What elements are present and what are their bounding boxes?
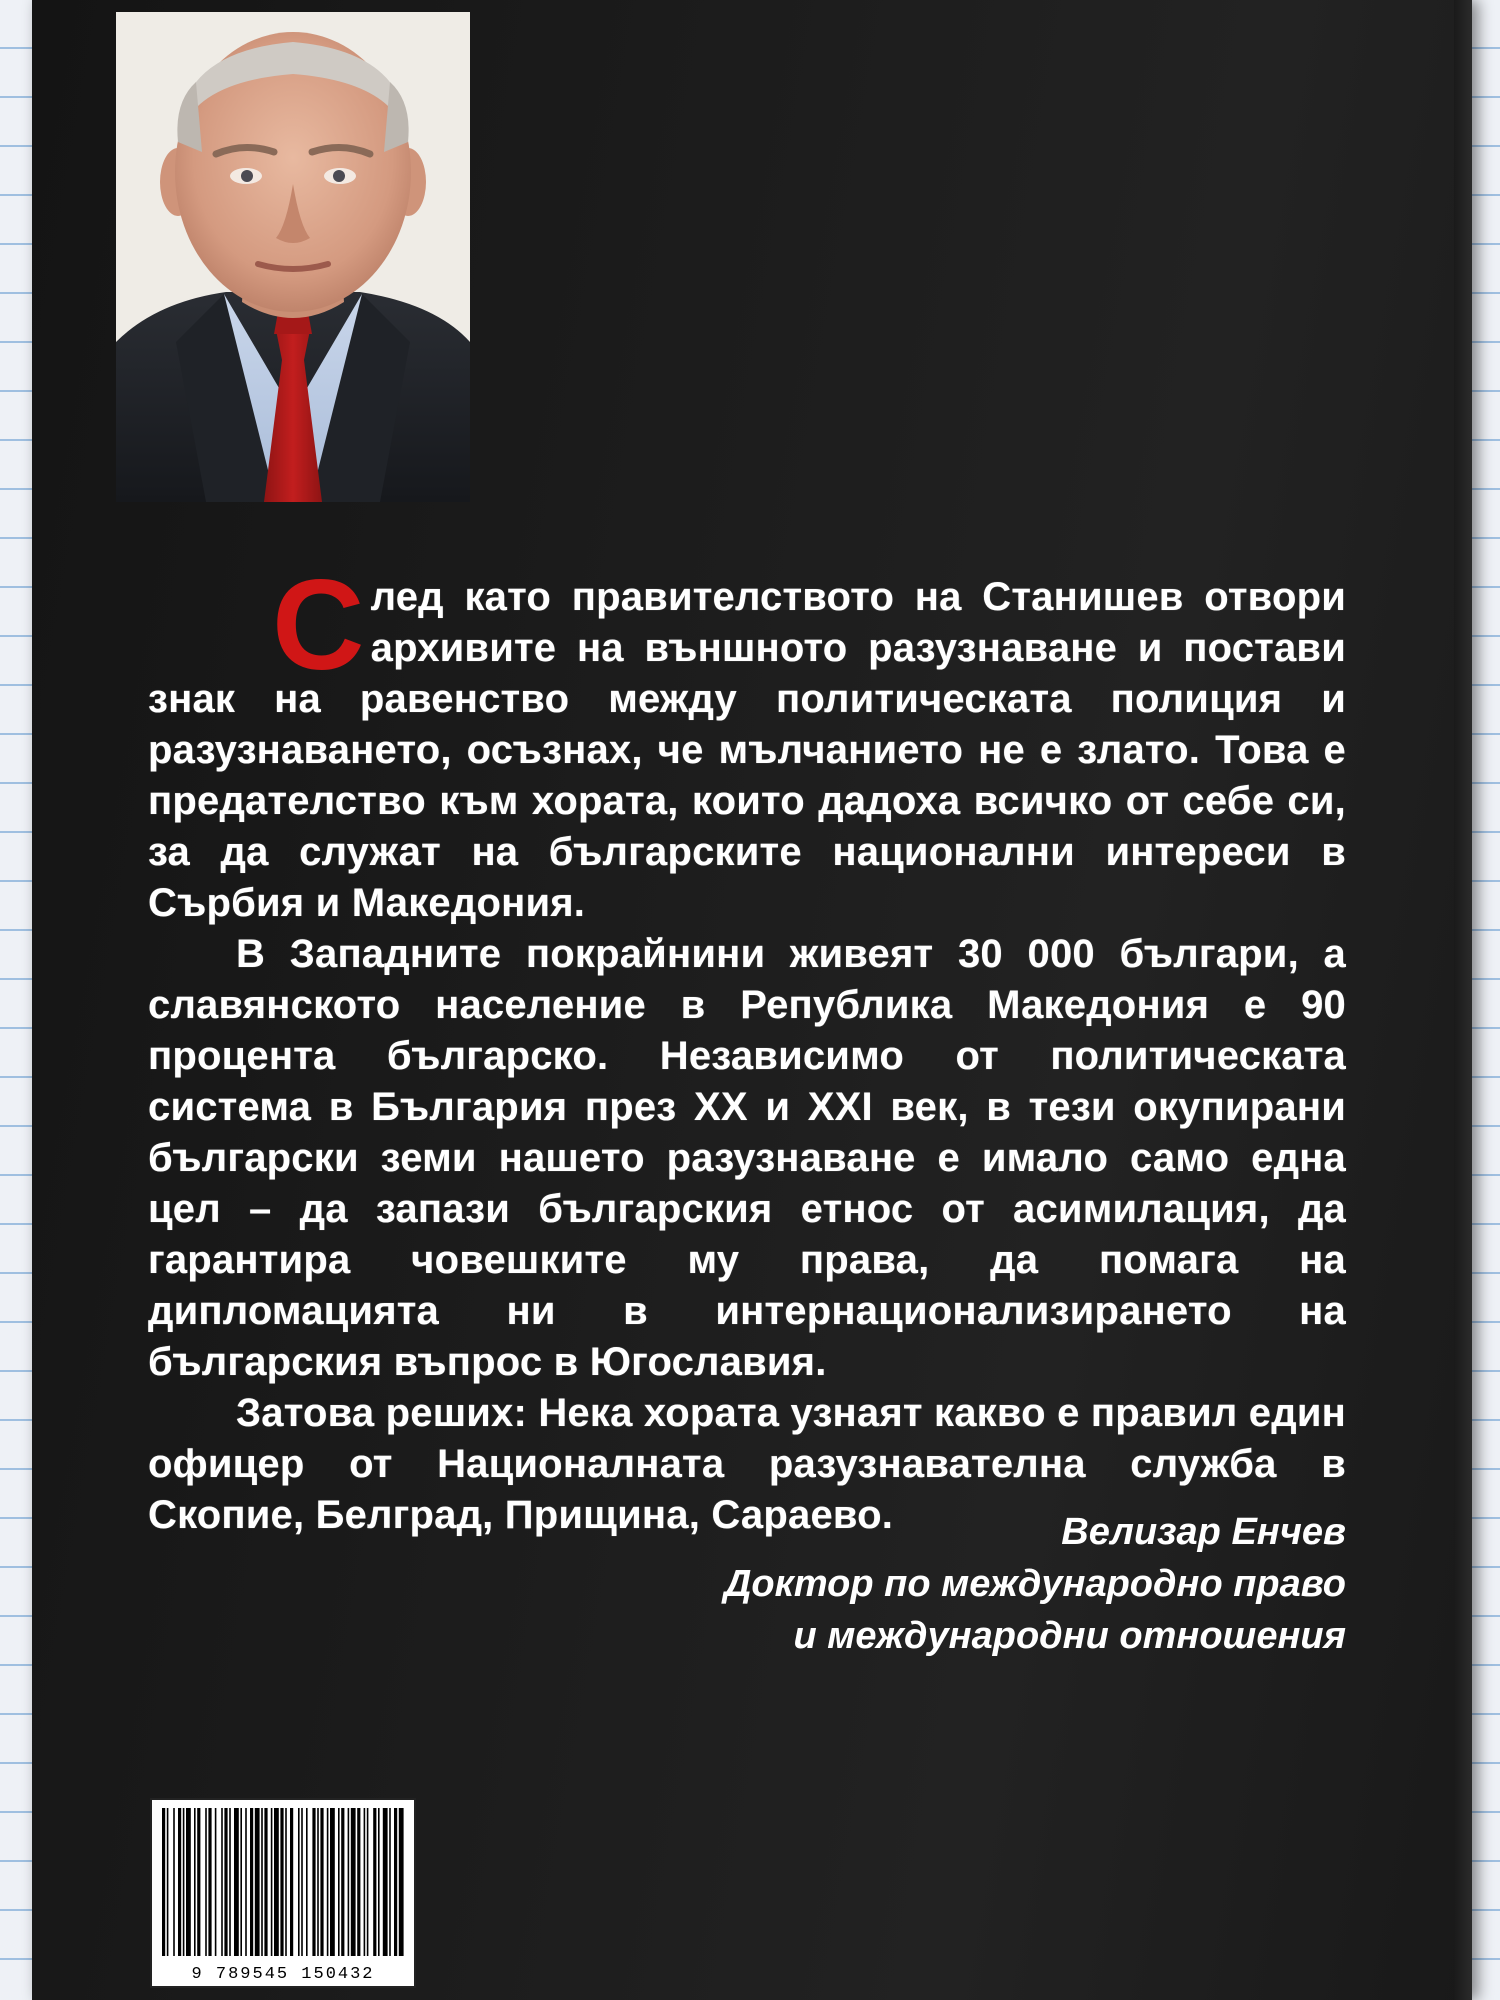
barcode-bar (208, 1808, 211, 1956)
barcode-bar (205, 1808, 207, 1956)
barcode-bar (285, 1808, 287, 1956)
barcode-bar (330, 1808, 335, 1956)
barcode-bar (234, 1808, 239, 1956)
author-title-line-2: и международни отношения (793, 1615, 1346, 1657)
barcode-bar (280, 1808, 283, 1956)
barcode-bar (271, 1808, 273, 1956)
barcode-bar (317, 1808, 319, 1956)
author-portrait (116, 12, 470, 502)
barcode-bar (298, 1808, 300, 1956)
barcode-bar (250, 1808, 253, 1956)
blurb-paragraph-3: Затова реших: Нека хората узнаят какво е правил един офицер от Националната разузнавателна служба в Скопие, Белград, Прищина, Сараево. (148, 1391, 1346, 1537)
barcode-bar (186, 1808, 191, 1956)
barcode-bar (197, 1808, 200, 1956)
cover-blurb (148, 554, 1346, 1541)
barcode-bar (306, 1808, 308, 1956)
blurb-paragraph-1: лед като правителството на Станишев отвори архивите на външното разузнаване и постави знак на равенство между политическата полиция и разузнаването, осъзнах, че мълчанието не е злато. Това е предателство към хората, които дадоха всичко от себе си, за да служат на българските национални интереси в Сърбия и Македония. (148, 575, 1346, 925)
barcode-bar (364, 1808, 366, 1956)
barcode-bar (173, 1808, 175, 1956)
barcode-bar (224, 1808, 227, 1956)
barcode-bar (183, 1808, 185, 1956)
barcode-bar (194, 1808, 196, 1956)
barcode-bar (327, 1808, 329, 1956)
barcode-bar (255, 1808, 260, 1956)
barcode-bar (290, 1808, 293, 1956)
barcode-bar (357, 1808, 360, 1956)
barcode-bar (245, 1808, 247, 1956)
barcode-bars (152, 1800, 414, 1960)
blurb-paragraph-2: В Западните покрайнини живеят 30 000 българи, а славянското население в Република Македония е 90 процента българско. Независимо от политическата система в България през XX и XXI век, в тези окупирани български земи нашето разузнаване е имало само една цел – да запази българския етнос от асимилация, да гарантира човешките му права, да помага на дипломацията ни в интернационализирането на българския въпрос в Югославия. (148, 932, 1346, 1384)
barcode-bar (274, 1808, 279, 1956)
barcode-bar (167, 1808, 169, 1956)
barcode-bar (373, 1808, 376, 1956)
barcode-bar (348, 1808, 350, 1956)
barcode-bar (378, 1808, 380, 1956)
author-photo-icon (116, 12, 470, 502)
barcode-bar (264, 1808, 267, 1956)
barcode-bar (389, 1808, 391, 1956)
barcode-digits: 9 789545 150432 (191, 1965, 375, 1984)
author-name: Велизар Енчев (1061, 1511, 1346, 1553)
barcode-bar (240, 1808, 242, 1956)
isbn-barcode (150, 1798, 416, 1988)
barcode-bar (229, 1808, 231, 1956)
barcode-bar (367, 1808, 369, 1956)
barcode-bar (320, 1808, 323, 1956)
barcode-bar (162, 1808, 165, 1956)
barcode-bar (301, 1808, 303, 1956)
barcode-bar (261, 1808, 263, 1956)
author-signature (586, 1506, 1346, 1662)
drop-cap: С (272, 554, 365, 697)
barcode-bar (215, 1808, 217, 1956)
barcode-bar (399, 1808, 404, 1956)
barcode-bar (312, 1808, 315, 1956)
barcode-bar (383, 1808, 388, 1956)
cover-spine-edge (1454, 0, 1472, 2000)
barcode-bar (221, 1808, 223, 1956)
barcode-bar (338, 1808, 340, 1956)
barcode-bar (178, 1808, 181, 1956)
author-title-line-1: Доктор по международно право (723, 1563, 1346, 1605)
barcode-bar (394, 1808, 397, 1956)
barcode-bar (351, 1808, 356, 1956)
barcode-bar (341, 1808, 344, 1956)
